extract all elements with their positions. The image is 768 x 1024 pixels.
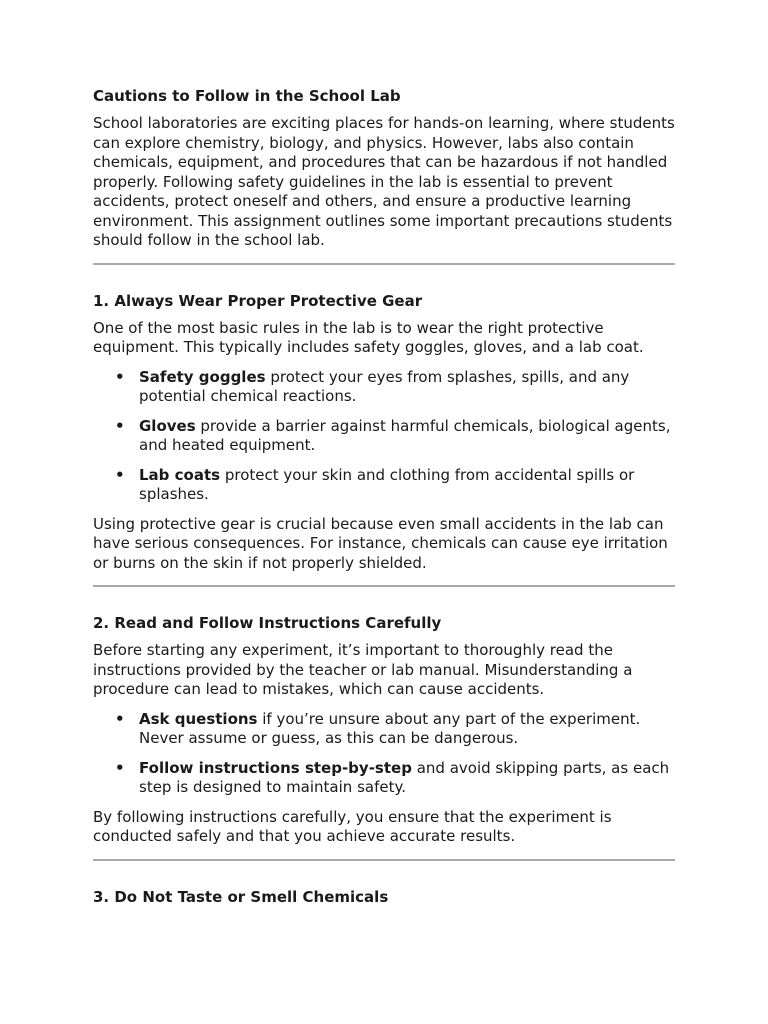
bullet-term: Ask questions bbox=[139, 709, 258, 728]
section-closing-paragraph: Using protective gear is crucial because even small accidents in the lab can have serious consequences. For instance, chemicals can cause eye irritation or burns on the skin if not properly shielded. bbox=[93, 514, 668, 572]
bullet-text: if you’re unsure about any part of the experiment. Never assume or guess, as this can be dangerous. bbox=[139, 709, 641, 747]
bullet-text: protect your skin and clothing from accidental spills or splashes. bbox=[139, 465, 635, 503]
bullet-term: Safety goggles bbox=[139, 367, 266, 386]
intro-paragraph: School laboratories are exciting places for hands-on learning, where students can explore chemistry, biology, and physics. However, labs also contain chemicals, equipment, and procedures that can be hazardous if not handled properly. Following safety guidelines in the lab is essential to prevent accidents, protect oneself and others, and ensure a productive learning environment. This assignment outlines some important precautions students should follow in the school lab. bbox=[93, 114, 675, 249]
bullet-text: and avoid skipping parts, as each step is designed to maintain safety. bbox=[139, 758, 670, 796]
bullet-term: Lab coats bbox=[139, 465, 221, 484]
section-divider bbox=[93, 263, 675, 265]
bullet-list bbox=[93, 368, 675, 505]
list-item bbox=[93, 417, 675, 456]
list-item bbox=[93, 710, 675, 749]
list-item bbox=[93, 368, 675, 407]
section-closing-paragraph: By following instructions carefully, you ensure that the experiment is conducted safely and that you achieve accurate results. bbox=[93, 807, 612, 845]
bullet-icon: • bbox=[115, 416, 125, 435]
section-protective-gear bbox=[93, 291, 675, 574]
section-read-instructions bbox=[93, 613, 675, 847]
document-title: Cautions to Follow in the School Lab bbox=[93, 87, 401, 105]
section-divider bbox=[93, 585, 675, 587]
bullet-text: protect your eyes from splashes, spills, and any potential chemical reactions. bbox=[139, 367, 630, 405]
bullet-text: provide a barrier against harmful chemicals, biological agents, and heated equipment. bbox=[139, 416, 671, 454]
bullet-icon: • bbox=[115, 465, 125, 484]
bullet-list bbox=[93, 710, 675, 798]
list-item bbox=[93, 759, 675, 798]
section-lead-paragraph: Before starting any experiment, it’s important to thoroughly read the instructions provided by the teacher or lab manual. Misunderstanding a procedure can lead to mistakes, which can cause accidents. bbox=[93, 641, 633, 698]
bullet-icon: • bbox=[115, 758, 125, 777]
section-lead-paragraph: One of the most basic rules in the lab is to wear the right protective equipment. This typically includes safety goggles, gloves, and a lab coat. bbox=[93, 318, 644, 356]
bullet-icon: • bbox=[115, 367, 125, 386]
bullet-term: Gloves bbox=[139, 416, 196, 435]
section-heading: 2. Read and Follow Instructions Carefully bbox=[93, 614, 442, 632]
section-heading: 3. Do Not Taste or Smell Chemicals bbox=[93, 887, 389, 906]
list-item bbox=[93, 466, 675, 505]
section-heading: 1. Always Wear Proper Protective Gear bbox=[93, 291, 423, 310]
bullet-icon: • bbox=[115, 709, 125, 728]
section-no-taste-smell bbox=[93, 887, 675, 907]
section-divider bbox=[93, 859, 675, 861]
bullet-term: Follow instructions step-by-step bbox=[139, 758, 412, 777]
